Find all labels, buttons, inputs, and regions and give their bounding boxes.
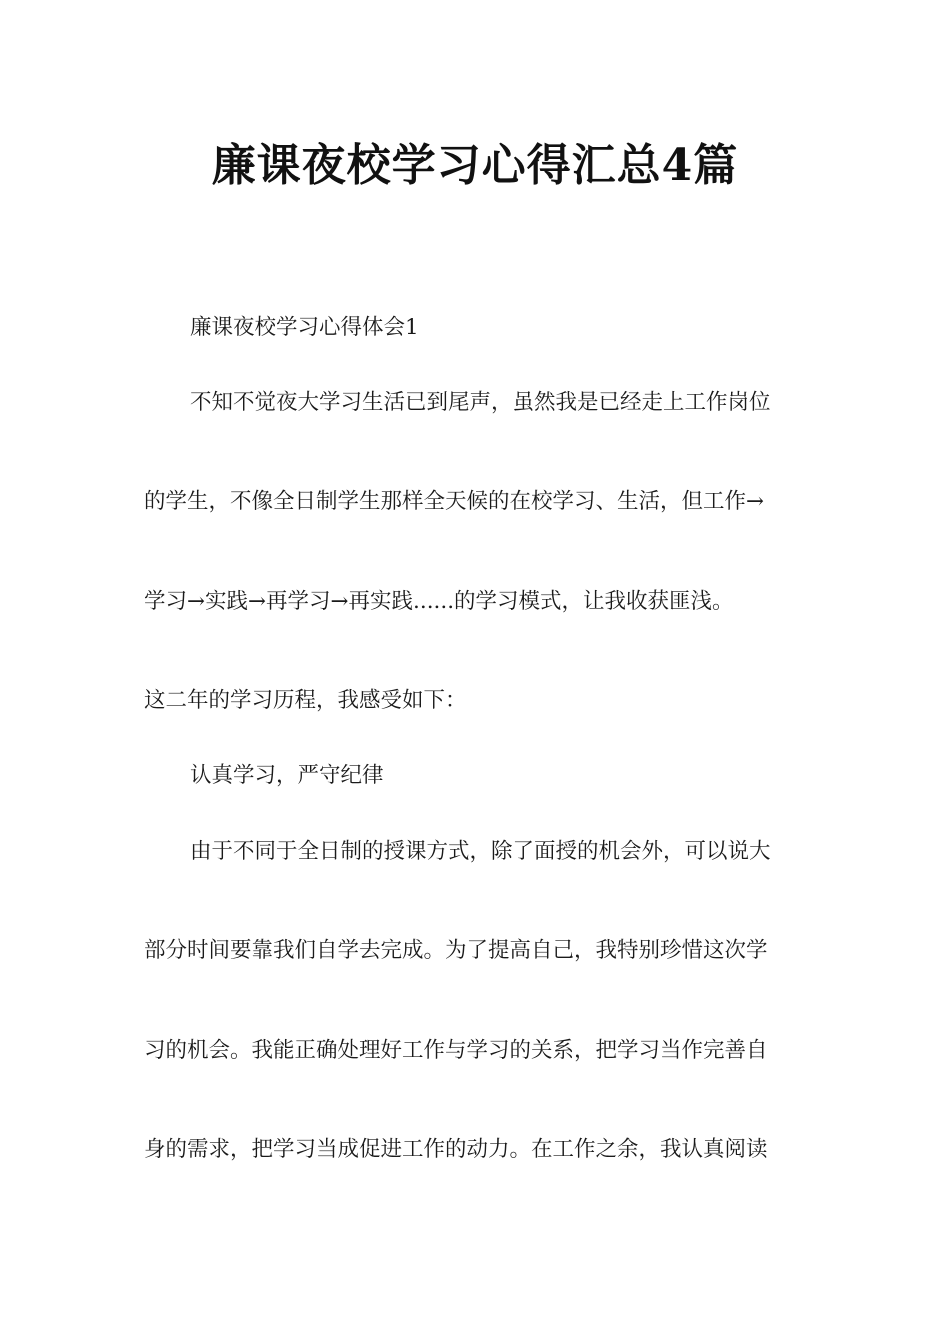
- paragraph-1-line-3: 学习→实践→再学习→再实践......的学习模式，让我收获匪浅。: [144, 589, 734, 614]
- paragraph-1-line-1: 不知不觉夜大学习生活已到尾声，虽然我是已经走上工作岗位: [190, 390, 771, 415]
- paragraph-2-line-3: 习的机会。我能正确处理好工作与学习的关系，把学习当作完善自: [144, 1038, 768, 1063]
- section-heading: 廉课夜校学习心得体会1: [190, 315, 419, 340]
- paragraph-2-line-4: 身的需求，把学习当成促进工作的动力。在工作之余，我认真阅读: [144, 1137, 768, 1162]
- document-title: 廉课夜校学习心得汇总4篇: [211, 140, 739, 191]
- paragraph-2-line-2: 部分时间要靠我们自学去完成。为了提高自己，我特别珍惜这次学: [144, 938, 768, 963]
- paragraph-1-line-2: 的学生，不像全日制学生那样全天候的在校学习、生活，但工作→: [144, 489, 765, 514]
- subheading: 认真学习，严守纪律: [190, 763, 384, 788]
- paragraph-2-line-1: 由于不同于全日制的授课方式，除了面授的机会外，可以说大: [190, 839, 771, 864]
- paragraph-1-line-4: 这二年的学习历程，我感受如下：: [144, 688, 467, 713]
